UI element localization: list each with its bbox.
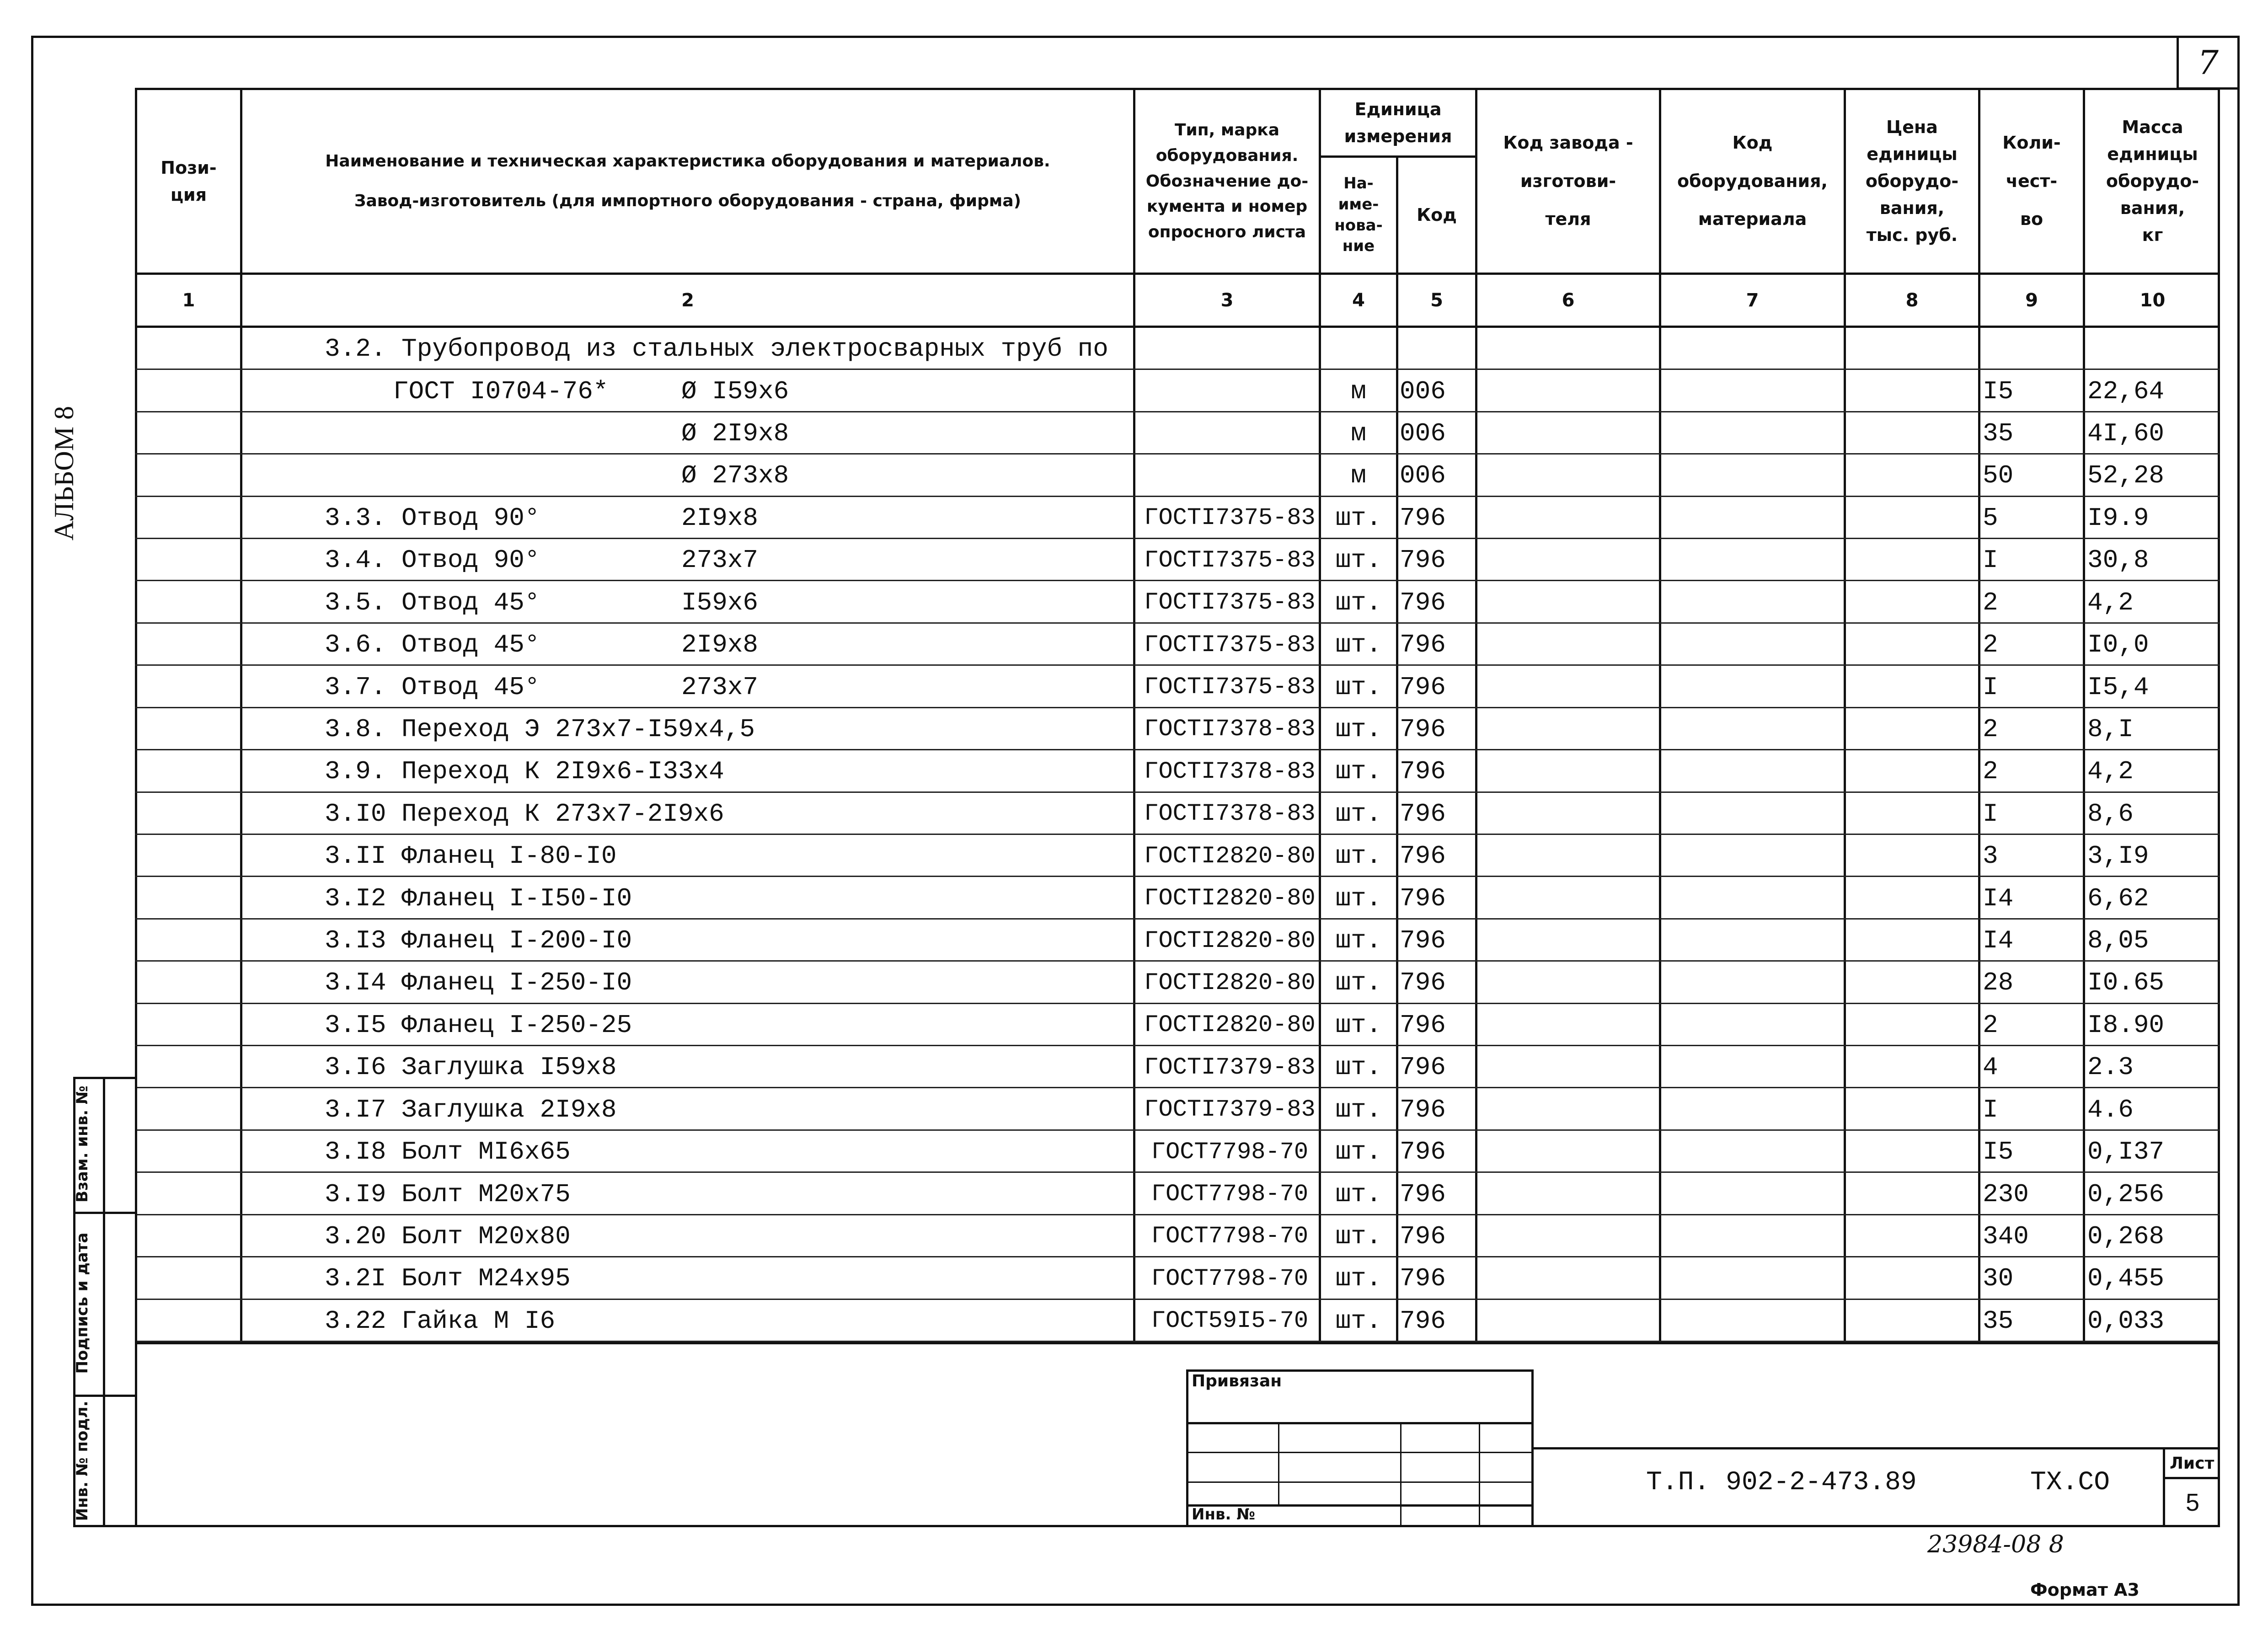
table-row [135, 1046, 2220, 1088]
colnum-1: 1 [182, 289, 195, 311]
item-quantity-cell: I [1983, 545, 1998, 575]
item-mass-cell: 8,I [2087, 714, 2134, 744]
item-size-cell [681, 962, 1029, 1004]
item-size-cell [681, 750, 1029, 792]
item-size-cell: 2I9x8 [681, 503, 759, 533]
item-size-cell: 2I9x8 [681, 630, 759, 660]
bound-box [1186, 1369, 1534, 1527]
item-unit-code-cell: 796 [1400, 714, 1446, 744]
inv-label: Инв. № [1192, 1505, 1256, 1524]
table-row [135, 962, 2220, 1004]
item-document-cell: ГОСТI7378-83 [1144, 800, 1316, 828]
header-quantity: Коли- чест- во [2002, 133, 2061, 230]
bound-box-v2 [1400, 1422, 1401, 1527]
item-name-cell: ГОСТ I0704-76* [393, 376, 609, 406]
item-name-cell: 3.5. Отвод 45° [325, 588, 540, 617]
item-name-cell: 3.9. Переход К 2I9x6-I33x4 [325, 757, 724, 786]
item-mass-cell: 3,I9 [2087, 841, 2149, 871]
header-unit-code: Код [1417, 205, 1457, 225]
table-row [135, 497, 2220, 539]
doc-code: TX.CO [2030, 1468, 2110, 1497]
item-mass-cell: 0,I37 [2087, 1137, 2165, 1167]
item-name-cell: 3.3. Отвод 90° [325, 503, 540, 533]
item-mass-cell: I0.65 [2087, 968, 2165, 998]
item-name-cell: 3.22 Гайка М I6 [325, 1306, 556, 1336]
item-size-cell [681, 708, 1029, 750]
title-block-top [1534, 1447, 2220, 1449]
colnum-4: 4 [1352, 289, 1365, 311]
item-quantity-cell: I [1983, 1095, 1998, 1124]
header-unit-name: На- име- нова- ние [1334, 174, 1383, 256]
item-mass-cell: I0,0 [2087, 630, 2149, 660]
item-unit-cell: шт. [1335, 799, 1382, 829]
item-quantity-cell: I5 [1983, 1137, 2014, 1167]
item-mass-cell: 4,2 [2087, 757, 2134, 786]
item-size-cell [681, 1089, 1029, 1131]
item-document-cell: ГОСТI7375-83 [1144, 504, 1316, 532]
colnum-3: 3 [1220, 289, 1234, 311]
item-unit-code-cell: 796 [1400, 588, 1446, 617]
item-name-cell: 3.I5 Фланец I-250-25 [325, 1010, 632, 1040]
colnum-7: 7 [1746, 289, 1759, 311]
item-document-cell: ГОСТ59I5-70 [1151, 1307, 1309, 1335]
item-unit-code-cell: 796 [1400, 1221, 1446, 1251]
item-size-cell: 273x7 [681, 545, 759, 575]
item-document-cell: ГОСТI7375-83 [1144, 631, 1316, 658]
item-mass-cell: 0,268 [2087, 1221, 2165, 1251]
item-unit-code-cell: 796 [1400, 630, 1446, 660]
item-quantity-cell: I5 [1983, 376, 2014, 406]
header-type: Тип, марка оборудования. Обозначение до- кумента и номер опросного листа [1145, 121, 1309, 242]
item-name-cell: 3.I9 Болт M20x75 [325, 1179, 571, 1209]
item-quantity-cell: 340 [1983, 1221, 2029, 1251]
table-row [135, 1089, 2220, 1131]
item-quantity-cell: I [1983, 799, 1998, 829]
item-quantity-cell: I4 [1983, 926, 2014, 956]
table-row [135, 1215, 2220, 1257]
archive-number: 23984-08 8 [1927, 1531, 2064, 1558]
item-unit-code-cell: 796 [1400, 968, 1446, 998]
item-unit-cell: шт. [1335, 883, 1382, 913]
item-unit-cell: шт. [1335, 1264, 1382, 1294]
item-mass-cell: 52,28 [2087, 461, 2165, 491]
item-document-cell: ГОСТI7375-83 [1144, 674, 1316, 701]
item-mass-cell: 8,05 [2087, 926, 2149, 956]
item-size-cell [681, 1173, 1029, 1215]
item-mass-cell [2087, 328, 2220, 370]
item-quantity-cell [1983, 328, 2083, 370]
item-mass-cell: 6,62 [2087, 883, 2149, 913]
table-row [135, 412, 2220, 455]
item-unit-code-cell: 006 [1400, 376, 1446, 406]
item-name-cell: 3.I8 Болт MI6x65 [325, 1137, 571, 1167]
item-unit-cell: шт. [1335, 1221, 1382, 1251]
table-row [135, 1004, 2220, 1046]
item-unit-code-cell: 796 [1400, 1095, 1446, 1124]
item-size-cell [681, 1300, 1029, 1342]
header-mass: Масса единицы оборудо- вания, кг [2106, 117, 2199, 245]
item-name-cell: 3.I7 Заглушка 2I9x8 [325, 1095, 617, 1124]
item-name-cell: 3.I0 Переход К 273x7-2I9x6 [325, 799, 724, 829]
item-name-cell: 3.6. Отвод 45° [325, 630, 540, 660]
item-size-cell [681, 793, 1029, 835]
table-row [135, 624, 2220, 666]
table-body [135, 328, 2220, 1343]
item-document-cell: ГОСТI7378-83 [1144, 716, 1316, 743]
item-quantity-cell: I4 [1983, 883, 2014, 913]
item-mass-cell: I8.90 [2087, 1010, 2165, 1040]
item-mass-cell: 8,6 [2087, 799, 2134, 829]
item-unit-code-cell: 796 [1400, 1306, 1446, 1336]
bound-box-line-3 [1186, 1481, 1534, 1483]
item-document-cell: ГОСТ7798-70 [1151, 1181, 1309, 1208]
table-row [135, 793, 2220, 835]
sheet-number: 5 [2185, 1488, 2200, 1516]
table-row [135, 1300, 2220, 1342]
item-quantity-cell: 50 [1983, 461, 2014, 491]
item-unit-cell: шт. [1335, 545, 1382, 575]
item-unit-cell: м [1351, 376, 1366, 406]
item-name-cell: 3.I4 Фланец I-250-I0 [325, 968, 632, 998]
item-document-cell [1139, 328, 1320, 370]
format-label: Формат А3 [2030, 1580, 2140, 1600]
item-quantity-cell: 2 [1983, 714, 1998, 744]
item-unit-cell: шт. [1335, 841, 1382, 871]
item-unit-cell: шт. [1335, 1306, 1382, 1336]
colnum-6: 6 [1562, 289, 1575, 311]
header-name: Наименование и техническая характеристика оборудования и материалов. Завод-изготовитель (для импортного оборудования - страна, фирма) [325, 152, 1050, 210]
bound-box-v3 [1479, 1422, 1480, 1527]
item-document-cell: ГОСТI7375-83 [1144, 589, 1316, 616]
item-quantity-cell: 35 [1983, 419, 2014, 449]
item-unit-cell: шт. [1335, 1053, 1382, 1082]
table-row [135, 920, 2220, 962]
item-quantity-cell: 2 [1983, 757, 1998, 786]
item-unit-cell: шт. [1335, 926, 1382, 956]
colnum-5: 5 [1430, 289, 1443, 311]
item-quantity-cell: 4 [1983, 1053, 1998, 1082]
item-size-cell [681, 1215, 1029, 1257]
table-row [135, 539, 2220, 581]
item-unit-code-cell: 796 [1400, 1053, 1446, 1082]
item-document-cell [1139, 455, 1320, 497]
item-size-cell [681, 1004, 1029, 1046]
item-size-cell: 273x7 [681, 672, 759, 702]
table-row [135, 877, 2220, 919]
item-unit-code-cell: 796 [1400, 799, 1446, 829]
item-size-cell [681, 877, 1029, 919]
item-unit-code-cell: 796 [1400, 883, 1446, 913]
item-document-cell: ГОСТI7378-83 [1144, 758, 1316, 785]
item-unit-code-cell: 006 [1400, 419, 1446, 449]
stamp-bottom-line [135, 1525, 2220, 1527]
item-unit-code-cell: 796 [1400, 1010, 1446, 1040]
colnum-8: 8 [1905, 289, 1919, 311]
item-name-cell: 3.II Фланец I-80-I0 [325, 841, 617, 871]
item-mass-cell: 0,256 [2087, 1179, 2165, 1209]
item-unit-code-cell: 796 [1400, 1137, 1446, 1167]
item-unit-code-cell [1400, 328, 1475, 370]
item-name-cell: 3.I3 Фланец I-200-I0 [325, 926, 632, 956]
item-unit-cell: шт. [1335, 588, 1382, 617]
replace-inv-label: Взам. инв. № [73, 1086, 91, 1203]
item-name-cell: 3.20 Болт M20x80 [325, 1221, 571, 1251]
item-quantity-cell: 3 [1983, 841, 1998, 871]
header-equipment-code: Код оборудования, материала [1677, 133, 1828, 230]
item-unit-code-cell: 796 [1400, 545, 1446, 575]
item-unit-cell: шт. [1335, 968, 1382, 998]
item-name-cell: 3.I6 Заглушка I59x8 [325, 1053, 617, 1082]
item-unit-cell: шт. [1335, 503, 1382, 533]
side-stamp-divider [103, 1077, 105, 1527]
item-unit-cell: шт. [1335, 1010, 1382, 1040]
orig-inv-label: Инв. № подл. [73, 1401, 91, 1521]
item-document-cell: ГОСТI2820-80 [1144, 885, 1316, 912]
item-document-cell: ГОСТI7379-83 [1144, 1096, 1316, 1123]
item-quantity-cell: 5 [1983, 503, 1998, 533]
item-quantity-cell: 2 [1983, 630, 1998, 660]
item-quantity-cell: I [1983, 672, 1998, 702]
colnum-9: 9 [2025, 289, 2038, 311]
side-stamp-sep-2 [73, 1395, 137, 1397]
item-unit-cell [1322, 328, 1395, 370]
item-name-cell: 3.2I Болт M24x95 [325, 1264, 571, 1294]
item-document-cell [1139, 412, 1320, 455]
item-size-cell [681, 920, 1029, 962]
item-mass-cell: 4I,60 [2087, 419, 2165, 449]
item-size-cell: Ø I59x6 [681, 376, 789, 406]
header-position: Пози- ция [160, 157, 217, 205]
item-mass-cell: I9.9 [2087, 503, 2149, 533]
item-document-cell: ГОСТI2820-80 [1144, 927, 1316, 954]
item-document-cell: ГОСТ7798-70 [1151, 1223, 1309, 1250]
item-unit-code-cell: 796 [1400, 1179, 1446, 1209]
bound-box-line-1 [1186, 1422, 1534, 1424]
item-name-cell: 3.7. Отвод 45° [325, 672, 540, 702]
side-stamp-sep-1 [73, 1212, 137, 1214]
table-row [135, 708, 2220, 750]
item-name-cell: 3.I2 Фланец I-I50-I0 [325, 883, 632, 913]
item-size-cell [681, 328, 1029, 370]
item-size-cell: Ø 2I9x8 [681, 419, 789, 449]
item-name-cell: 3.8. Переход Э 273x7-I59x4,5 [325, 714, 755, 744]
item-size-cell: I59x6 [681, 588, 759, 617]
bound-label: Привязан [1192, 1372, 1282, 1390]
table-row [135, 666, 2220, 708]
item-size-cell [681, 1257, 1029, 1299]
header-price: Цена единицы оборудо- вания, тыс. руб. [1865, 117, 1959, 245]
table-row [135, 328, 2220, 370]
item-unit-code-cell: 796 [1400, 841, 1446, 871]
item-unit-cell: шт. [1335, 714, 1382, 744]
item-mass-cell: 0,033 [2087, 1306, 2165, 1336]
item-size-cell: Ø 273x8 [681, 461, 789, 491]
item-unit-cell: шт. [1335, 672, 1382, 702]
table-row [135, 582, 2220, 624]
item-mass-cell: 22,64 [2087, 376, 2165, 406]
item-unit-cell: шт. [1335, 1179, 1382, 1209]
item-unit-cell: м [1351, 461, 1366, 491]
item-unit-code-cell: 796 [1400, 926, 1446, 956]
table-row [135, 1173, 2220, 1215]
item-document-cell: ГОСТI2820-80 [1144, 969, 1316, 996]
item-unit-code-cell: 006 [1400, 461, 1446, 491]
item-name-cell: 3.4. Отвод 90° [325, 545, 540, 575]
header-plant-code: Код завода - изготови- теля [1503, 133, 1633, 230]
colnum-2: 2 [681, 289, 694, 311]
table-row [135, 455, 2220, 497]
item-size-cell [681, 1131, 1029, 1173]
body-bottom-line [135, 1342, 2220, 1344]
item-unit-code-cell: 796 [1400, 1264, 1446, 1294]
item-quantity-cell: 30 [1983, 1264, 2014, 1294]
item-mass-cell: 30,8 [2087, 545, 2149, 575]
item-unit-code-cell: 796 [1400, 672, 1446, 702]
corner-number: 7 [2198, 43, 2219, 82]
bound-box-v1 [1278, 1422, 1279, 1504]
album-label: АЛЬБОМ 8 [48, 406, 79, 541]
item-quantity-cell: 2 [1983, 588, 1998, 617]
sheet-label: Лист [2170, 1454, 2215, 1473]
item-mass-cell: 0,455 [2087, 1264, 2165, 1294]
item-document-cell: ГОСТI2820-80 [1144, 842, 1316, 870]
item-unit-cell: шт. [1335, 630, 1382, 660]
item-unit-code-cell: 796 [1400, 503, 1446, 533]
item-unit-code-cell: 796 [1400, 757, 1446, 786]
item-mass-cell: 2.3 [2087, 1053, 2134, 1082]
item-document-cell: ГОСТI7375-83 [1144, 546, 1316, 574]
sheet-box-mid [2163, 1477, 2220, 1479]
item-quantity-cell: 230 [1983, 1179, 2029, 1209]
stamp-left-line [135, 1342, 137, 1527]
item-quantity-cell: 35 [1983, 1306, 2014, 1336]
item-document-cell [1139, 370, 1320, 412]
item-document-cell: ГОСТI2820-80 [1144, 1011, 1316, 1039]
item-document-cell: ГОСТ7798-70 [1151, 1265, 1309, 1292]
item-unit-cell: шт. [1335, 757, 1382, 786]
item-name-cell: 3.2. Трубопровод из стальных электросварных труб по [325, 334, 1108, 364]
sign-date-label: Подпись и дата [73, 1232, 91, 1374]
table-row [135, 1131, 2220, 1173]
item-quantity-cell: 2 [1983, 1010, 1998, 1040]
table-row [135, 1257, 2220, 1299]
item-size-cell [681, 835, 1029, 877]
bound-box-line-2 [1186, 1452, 1534, 1453]
item-document-cell: ГОСТ7798-70 [1151, 1138, 1309, 1166]
item-mass-cell: I5,4 [2087, 672, 2149, 702]
item-size-cell [681, 1046, 1029, 1088]
item-unit-cell: шт. [1335, 1095, 1382, 1124]
item-document-cell: ГОСТI7379-83 [1144, 1053, 1316, 1081]
header-unit-group: Единица измерения [1344, 99, 1452, 146]
item-mass-cell: 4,2 [2087, 588, 2134, 617]
table-row [135, 835, 2220, 877]
item-unit-cell: шт. [1335, 1137, 1382, 1167]
table-row [135, 750, 2220, 792]
colnum-10: 10 [2140, 289, 2166, 311]
item-quantity-cell: 28 [1983, 968, 2014, 998]
table-row [135, 370, 2220, 412]
item-mass-cell: 4.6 [2087, 1095, 2134, 1124]
doc-number: Т.П. 902-2-473.89 [1646, 1468, 1917, 1497]
item-unit-cell: м [1351, 419, 1366, 449]
